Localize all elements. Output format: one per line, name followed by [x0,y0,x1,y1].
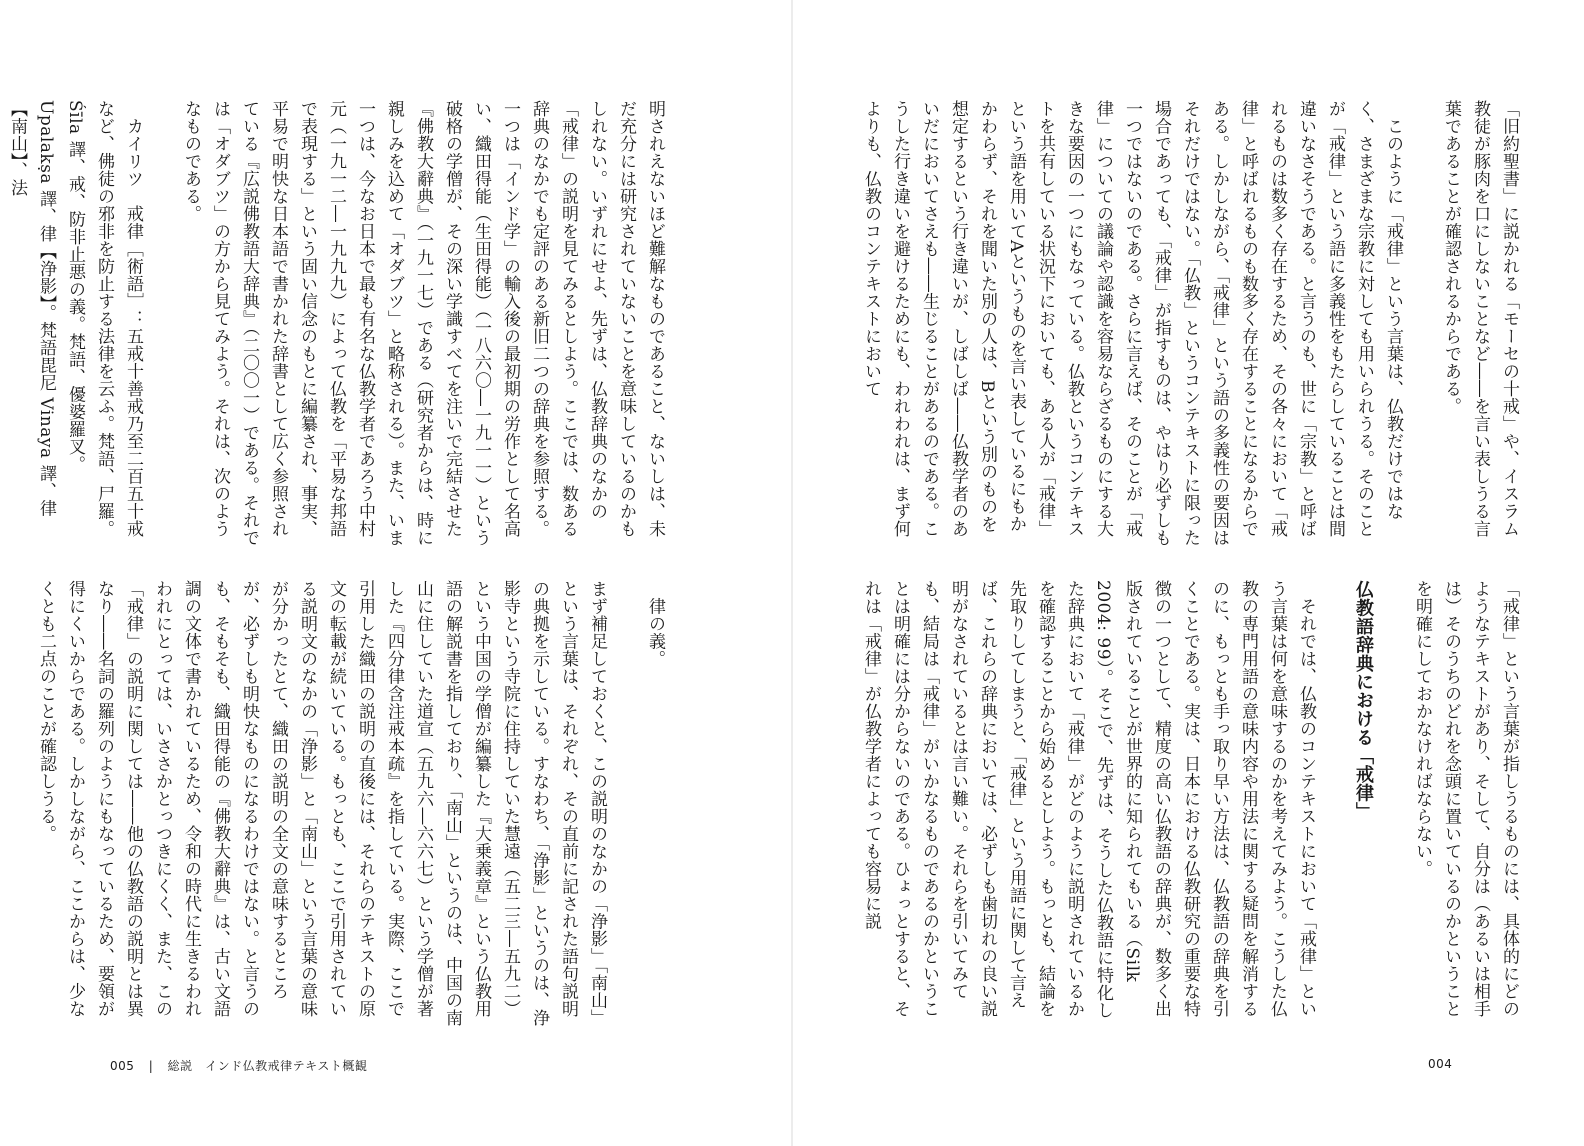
running-title: 総説 インド仏教戒律テキスト概観 [167,1059,368,1073]
left-page-upper-text [7,100,698,550]
paragraph: 「旧約聖書」に説かれる「モーセの十戒」や、イスラム教徒が豚肉を口にしないことなど――を言い表しうる言葉であることが確認されるからである。 [1441,100,1519,538]
paragraph: このように「戒律」という言葉は、仏教だけではなく、さまざまな宗教に対しても用いられうる。そのことが「戒律」という語に多義性をもたらしていることは間違いなさそうである。と言うのも、世に「宗教」と呼ばれるものは数多く存在するため、その各々において「戒律」と呼ばれるものも数多く存在することになるからである。しかしながら、「戒律」という語の多義性の要因はそれだけではない。「仏教」というコンテキストに限った場合であっても、「戒律」が指すものは、やはり必ずしも一つではないのである。さらに言えば、そのことが「戒律」についての議論や認識を容易ならざるものにする大きな要因の一つにもなっている。仏教というコンテキストを共有している状況下においても、ある人が「戒律」という語を用いてAというものを言い表しているにもかかわらず、それを聞いた別の人は、Bという別のものを想定するという行き違いが、しばしば――仏教学者のあいだにおいてさえも――生じることがあるのである。こうした行き違いを避けるためにも、われわれは、まず何よりも、仏教のコンテキストにおいて [861,100,1403,547]
dictionary-entry: カイリツ 戒律［術語］：五戒十善戒乃至二百五十戒など、佛徒の邪非を防止する法律を云ふ。梵語、尸羅。Śīla 譯、戒、防非止悪の義。梵語、優婆羅叉。Upalakṣa 譯、律【浄影】。梵語毘尼 Vinaya 譯、律【南山】、法 [7,100,143,538]
left-page-folio [110,1057,367,1074]
paragraph: 「戒律」という言葉が指しうるものには、具体的にどのようなテキストがあり、そして、自分は（あるいは相手は）そのうちのどれを念頭に置いているのかということを明確にしておかなければならない。 [1412,580,1519,1018]
dictionary-entry-continued: 律の義。 [645,580,665,668]
gutter [791,0,793,1146]
paragraph: まず補足しておくと、この説明のなかの「浄影」「南山」という言葉は、それぞれ、その直前に記された語句説明の典拠を示している。すなわち、「浄影」というのは、浄影寺という寺院に住持していた慧遠（五二三―五九二）という中国の学僧が編纂した『大乗義章』という仏教用語の解説書を指しており、「南山」というのは、中国の南山に住していた道宣（五九六―六六七）という学僧が著した『四分律含注戒本疏』を指している。実際、ここで引用した織田の説明の直後には、それらのテキストの原文の転載が続いている。もっとも、ここで引用されている説明文のなかの「浄影」と「南山」という言葉の意味が分かったとて、織田の説明の全文の意味するところが、必ずしも明快なものになるわけではない。と言うのも、そもそも、織田得能の『佛教大辭典』は、古い文語調の文体で書かれているため、令和の時代に生きるわれわれにとっては、いささかとっつきにくく、また、この「戒律」の説明に関しては――他の仏教語の説明とは異なり――名詞の羅列のようにもなっているため、要領が得にくいからである。しかしながら、ここからは、少なくとも二点のことが確認しうる。 [36,580,607,1027]
folio-separator: | [148,1059,154,1073]
left-page-lower-text [36,580,698,1030]
page-number: 005 [110,1059,135,1073]
section-heading: 仏教語辞典における「戒律」 [1353,580,1374,821]
right-page-upper-text [861,100,1552,550]
right-page-folio [1428,1057,1452,1071]
right-page-lower-text [861,580,1552,1030]
paragraph: それでは、仏教のコンテキストにおいて「戒律」という言葉は何を意味するのかを考えてみよう。こうした仏教の専門用語の意味内容や用法に関する疑問を解消するのに、もっとも手っ取り早い方法は、仏教語の辞典を引くことである。実は、日本における仏教研究の重要な特徴の一つとして、精度の高い仏教語の辞典が、数多く出版されていることが世界的に知られてもいる（Silk 2004: 99）。そこで、先ずは、そうした仏教語に特化した辞典において「戒律」がどのように説明されているかを確認することから始めるとしよう。もっとも、結論を先取りしてしまうと、「戒律」という用語に関して言えば、これらの辞典においては、必ずしも歯切れの良い説明がなされているとは言い難い。それらを引いてみても、結局は「戒律」がいかなるものであるのかということは明確には分からないのである。ひょっとすると、それは「戒律」が仏教学者によっても容易に説 [861,580,1316,1020]
page-number: 004 [1428,1057,1453,1071]
paragraph: 明されえないほど難解なものであること、ないしは、未だ充分には研究されていないことを意味しているのかもしれない。いずれにせよ、先ずは、仏教辞典のなかの「戒律」の説明を見てみるとしよう。ここでは、数ある辞典のなかでも定評のある新旧二つの辞典を参照する。一つは「インド学」の輸入後の最初期の労作として名高い、織田得能（生田得能）（一八六〇―一九一一）という破格の学僧が、その深い学識すべてを注いで完結させた『佛教大辭典』（一九一七）である（研究者からは、時に親しみを込めて「オダブツ」と略称される）。また、いま一つは、今なお日本で最も有名な仏教学者であろう中村元（一九一二―一九九九）によって仏教を「平易な邦語で表現する」という固い信念のもとに編纂され、事実、平易で明快な日本語で書かれた辞書として広く参照されている『広説佛教語大辞典』（二〇〇一）である。それでは「オダブツ」の方から見てみよう。それは、次のようなものである。 [181,100,665,547]
